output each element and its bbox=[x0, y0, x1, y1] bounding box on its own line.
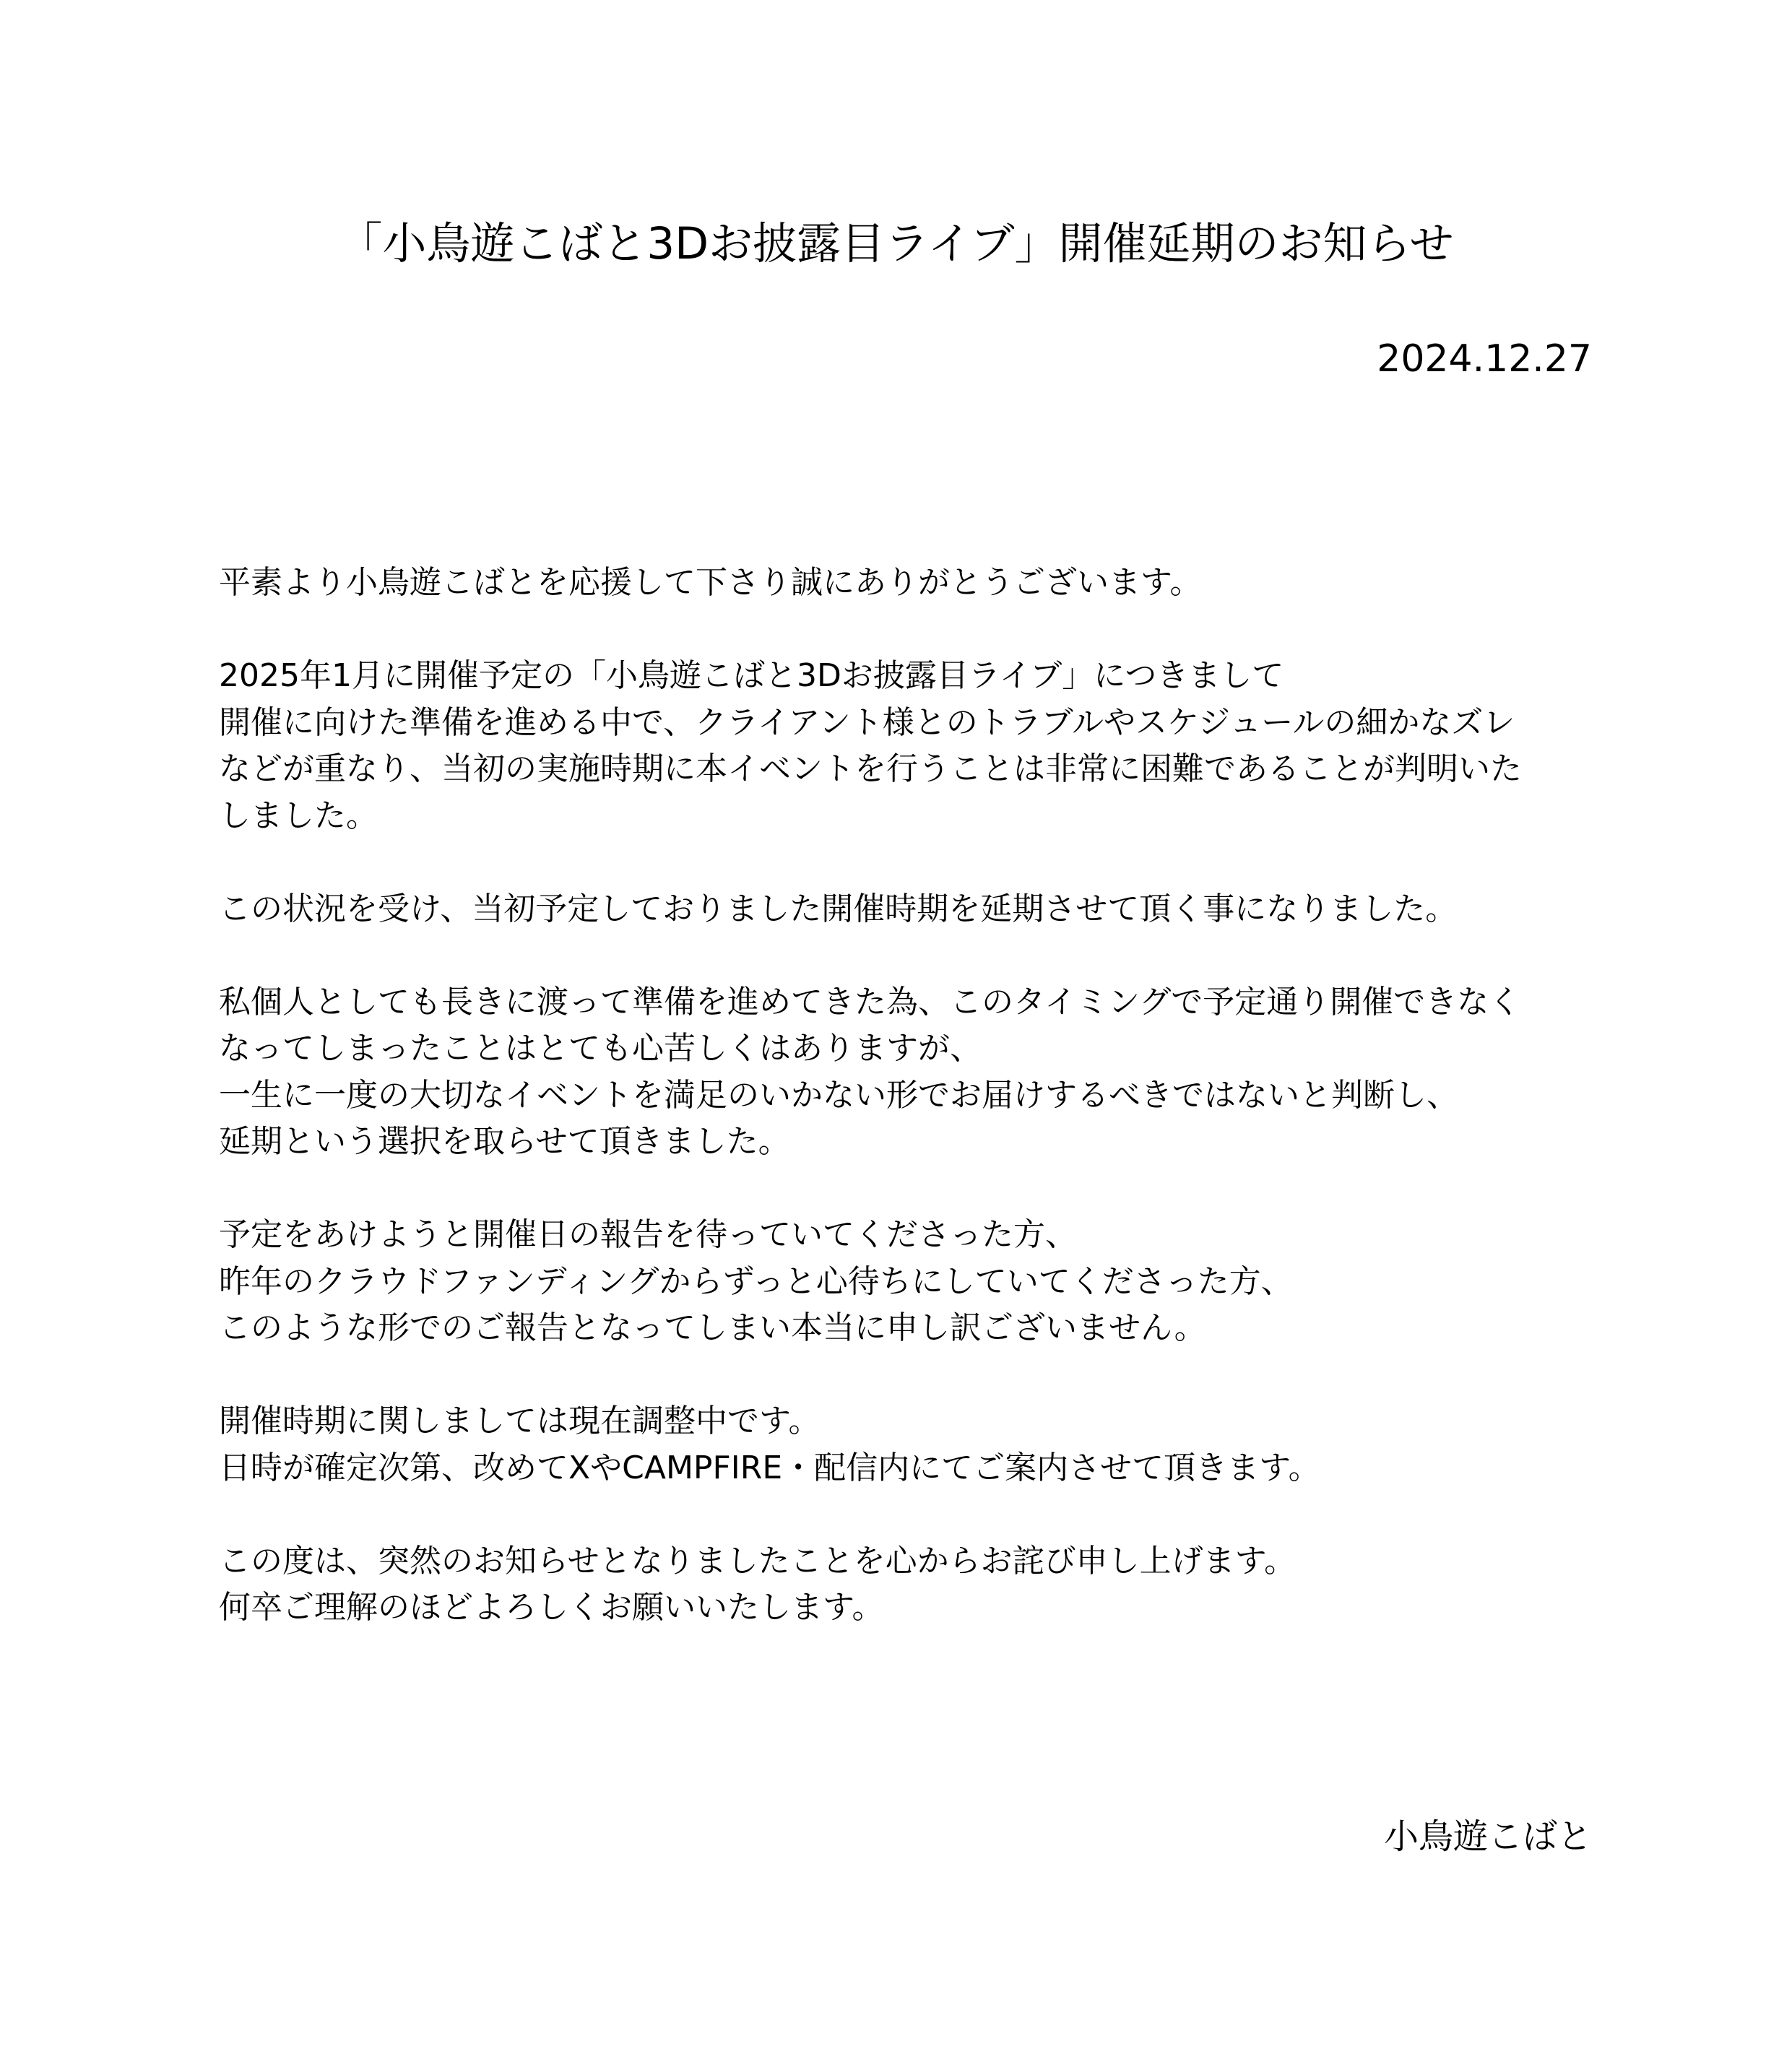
paragraph-line: 一生に一度の大切なイベントを満足のいかない形でお届けするべきではないと判断し、 bbox=[219, 1076, 1458, 1114]
paragraph-line: 延期という選択を取らせて頂きました。 bbox=[219, 1123, 790, 1160]
paragraph-line: 開催時期に関しましては現在調整中です。 bbox=[219, 1403, 821, 1439]
signature: 小鳥遊こばと bbox=[1383, 1816, 1592, 1857]
paragraph-schedule-update bbox=[219, 1398, 1606, 1491]
paragraph-line: 日時が確定次第、改めてXやCAMPFIRE・配信内にてご案内させて頂きます。 bbox=[219, 1449, 1320, 1486]
document-body bbox=[219, 560, 1606, 1678]
paragraph-apology bbox=[219, 1212, 1606, 1352]
paragraph-line: 平素より小鳥遊こばとを応援して下さり誠にありがとうございます。 bbox=[219, 564, 1202, 601]
paragraph-line: 予定をあけようと開催日の報告を待っていてくださった方、 bbox=[219, 1216, 1077, 1253]
paragraph-line: なってしまったことはとても心苦しくはありますが、 bbox=[219, 1030, 982, 1067]
paragraph-line: 私個人としても長きに渡って準備を進めてきた為、このタイミングで予定通り開催できなく bbox=[219, 983, 1521, 1020]
paragraph-postponement bbox=[219, 886, 1606, 933]
paragraph-closing bbox=[219, 1538, 1606, 1632]
paragraph-line: この状況を受け、当初予定しておりました開催時期を延期させて頂く事になりました。 bbox=[219, 890, 1458, 927]
document-date: 2024.12.27 bbox=[1377, 337, 1592, 381]
paragraph-line: 何卒ご理解のほどよろしくお願いいたします。 bbox=[219, 1589, 884, 1626]
paragraph-personal-statement bbox=[219, 979, 1606, 1166]
paragraph-line: 2025年1月に開催予定の「小鳥遊こばと3Dお披露目ライブ」につきまして bbox=[219, 657, 1284, 694]
paragraph-line: この度は、突然のお知らせとなりましたことを心からお詫び申し上げます。 bbox=[219, 1542, 1297, 1580]
paragraph-greeting bbox=[219, 560, 1606, 607]
paragraph-line: などが重なり、当初の実施時期に本イベントを行うことは非常に困難であることが判明いた bbox=[219, 750, 1522, 787]
paragraph-line: 昨年のクラウドファンディングからずっと心待ちにしていてくださった方、 bbox=[219, 1262, 1293, 1300]
paragraph-line: しました。 bbox=[219, 797, 378, 834]
paragraph-situation bbox=[219, 653, 1606, 839]
paragraph-line: 開催に向けた準備を進める中で、クライアント様とのトラブルやスケジュールの細かなズレ bbox=[219, 703, 1515, 741]
document-title: 「小鳥遊こばと3Dお披露目ライブ」開催延期のお知らせ bbox=[338, 218, 1454, 269]
paragraph-line: このような形でのご報告となってしまい本当に申し訳ございません。 bbox=[219, 1309, 1206, 1346]
